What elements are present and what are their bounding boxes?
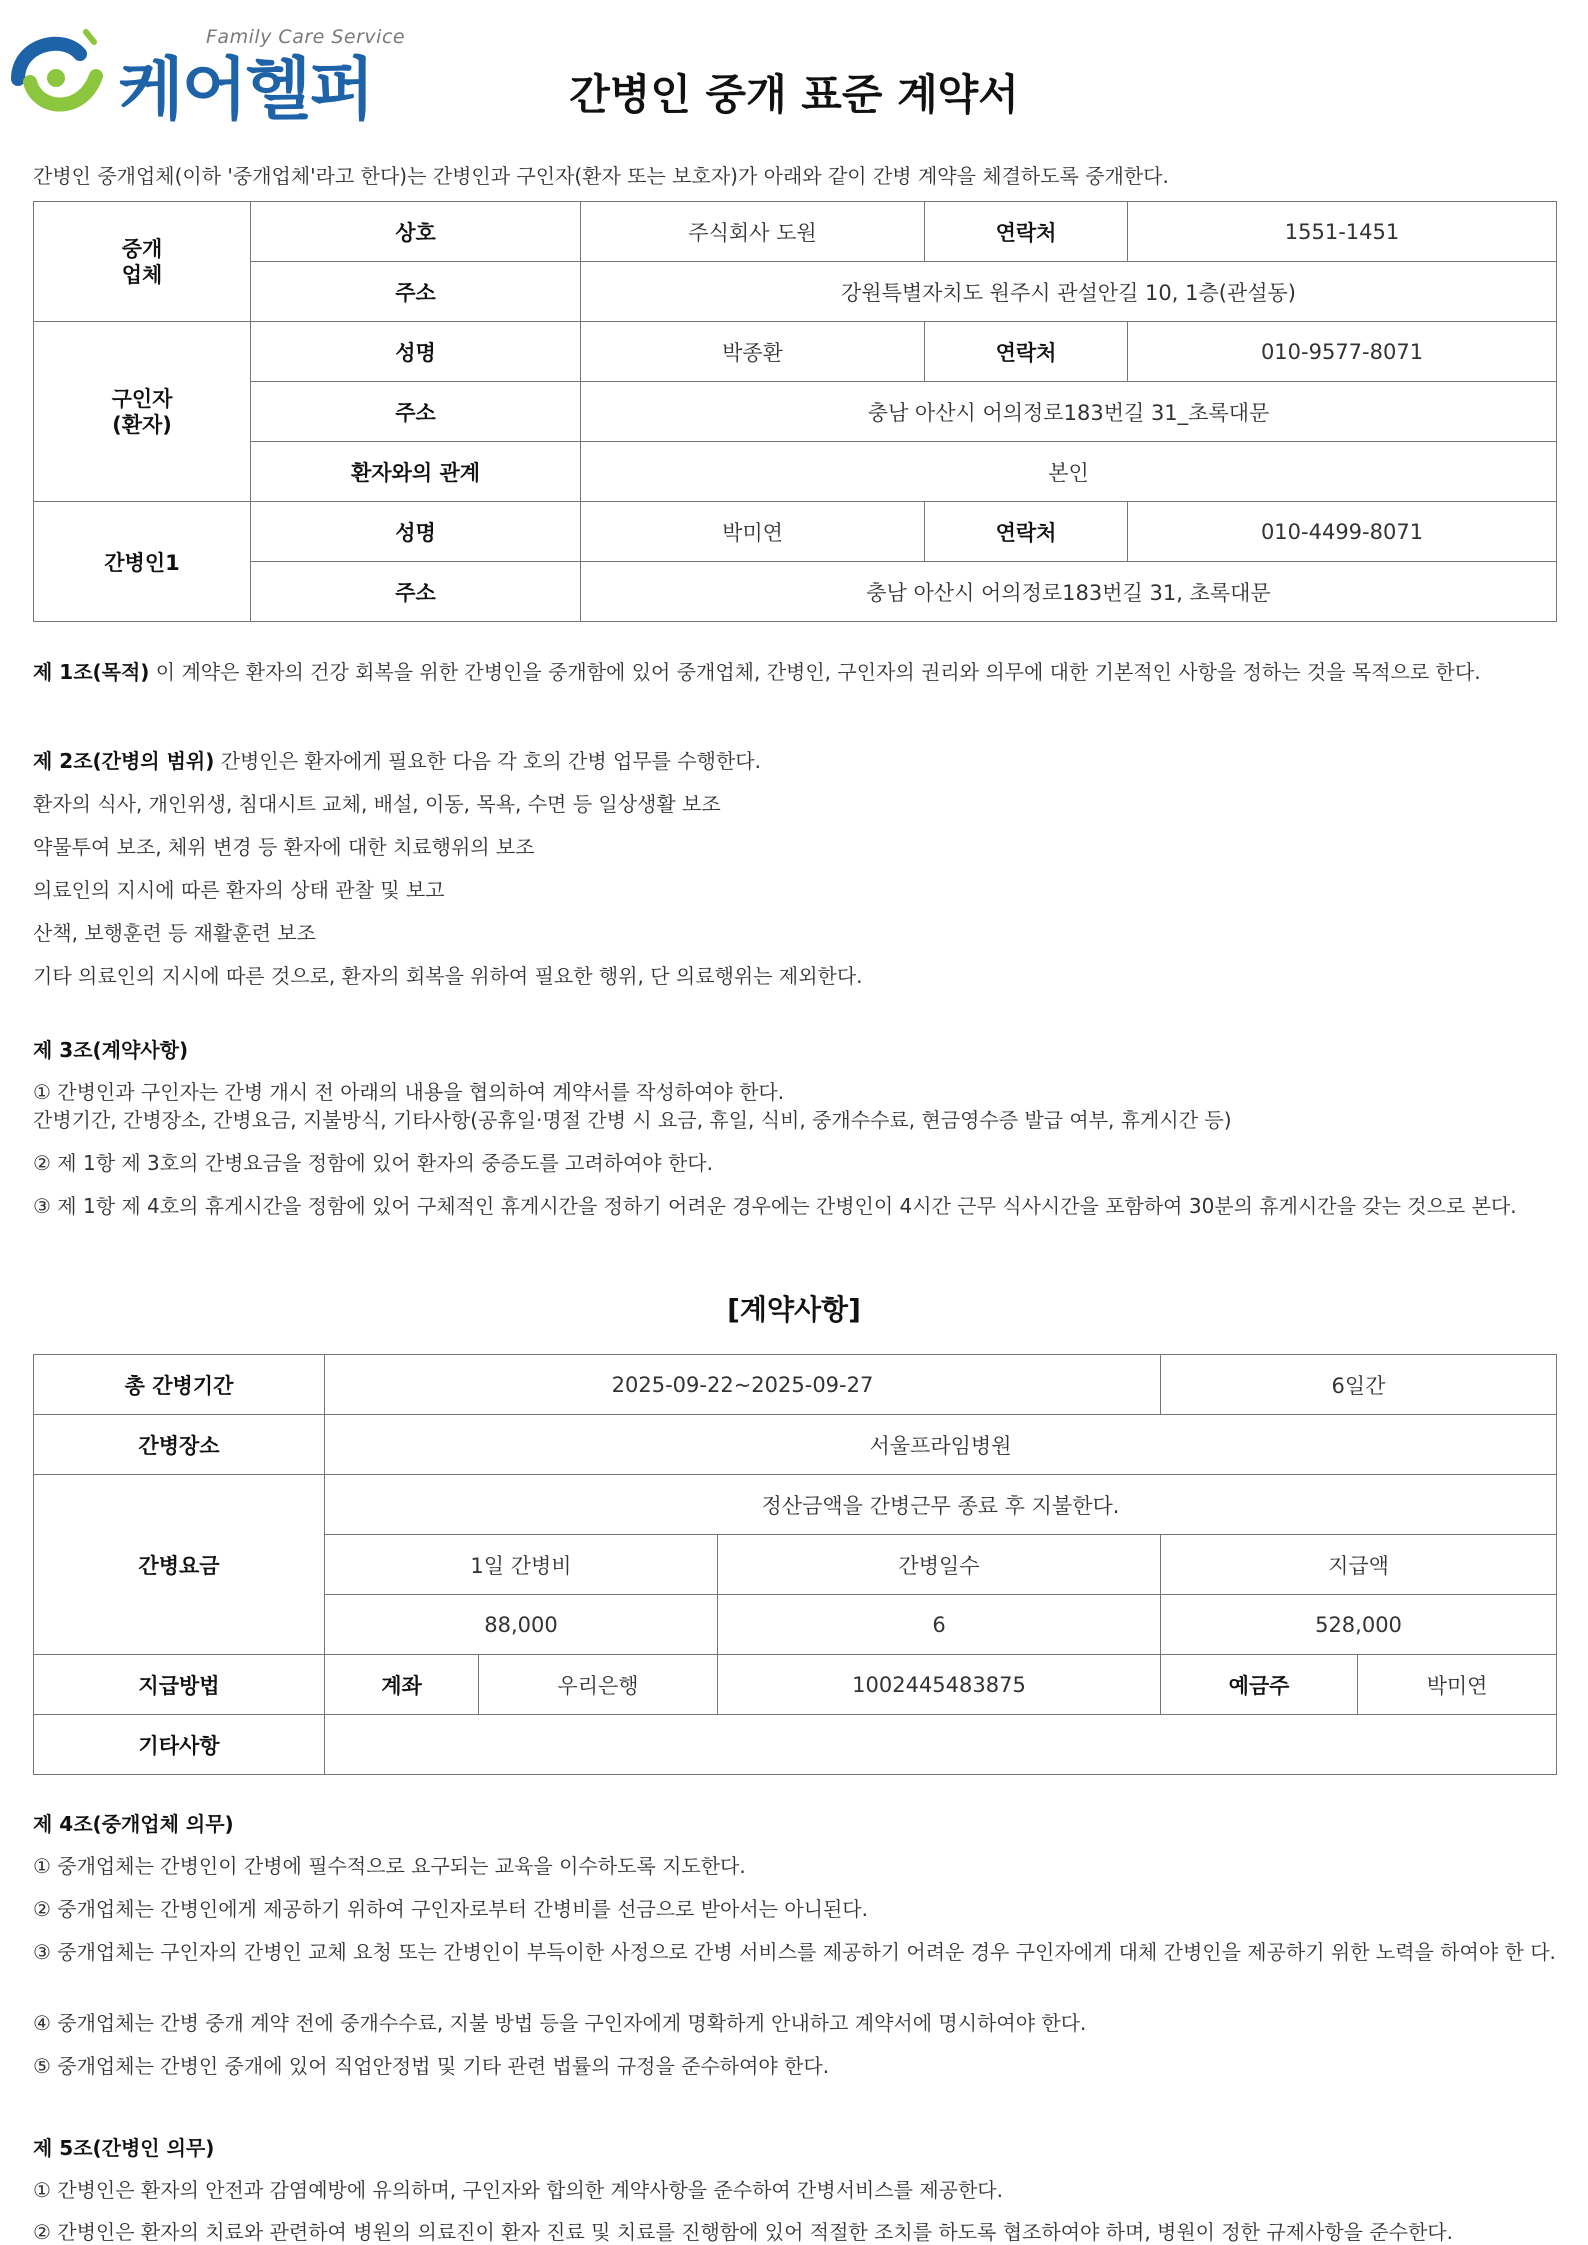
- article-1-text: 이 계약은 환자의 건강 회복을 위한 간병인을 중개함에 있어 중개업체, 간병인, 구인자의 권리와 의무에 대한 기본적인 사항을 정하는 것을 목적으로 한다.: [149, 660, 1481, 684]
- article-2-title: 제 2조(간병의 범위): [33, 749, 215, 773]
- holder-label: 예금주: [1161, 1655, 1358, 1715]
- care-place: 서울프라임병원: [325, 1415, 1557, 1475]
- parties-table: [33, 201, 1557, 622]
- article-4-item: ③ 중개업체는 구인자의 간병인 교체 요청 또는 간병인이 부득이한 사정으로 간병 서비스를 제공하기 어려운 경우 구인자에게 대체 간병인을 제공하기 위한 노력을 하여야 한 다.: [33, 1940, 1556, 1964]
- article-3-title: 제 3조(계약사항): [33, 1038, 189, 1062]
- caregiver-phone: 010-4499-8071: [1128, 502, 1557, 562]
- article-3-p1: ① 간병인과 구인자는 간병 개시 전 아래의 내용을 협의하여 계약서를 작성하여야 한다.: [33, 1080, 785, 1104]
- article-2: [33, 740, 1563, 998]
- client-phone: 010-9577-8071: [1128, 322, 1557, 382]
- fee-note: 정산금액을 간병근무 종료 후 지불한다.: [325, 1475, 1557, 1535]
- client-phone-label: 연락처: [925, 322, 1128, 382]
- total-amount: 528,000: [1161, 1595, 1557, 1655]
- article-4: [33, 1810, 1563, 1838]
- article-5: [33, 2134, 1563, 2162]
- caregiver-phone-label: 연락처: [925, 502, 1128, 562]
- logo-tagline: Family Care Service: [206, 26, 406, 48]
- client-name: 박종환: [581, 322, 925, 382]
- payment-label: 지급방법: [34, 1655, 325, 1715]
- client-group-label: 구인자 (환자): [34, 322, 251, 502]
- day-count-label: 간병일수: [718, 1535, 1161, 1595]
- client-relation: 본인: [581, 442, 1557, 502]
- article-2-item: 환자의 식사, 개인위생, 침대시트 교체, 배설, 이동, 목욕, 수면 등 일상생활 보조: [33, 792, 721, 816]
- caregiver-address: 충남 아산시 어의정로183번길 31, 초록대문: [581, 562, 1557, 622]
- client-relation-label: 환자와의 관계: [251, 442, 581, 502]
- bank-name: 우리은행: [479, 1655, 718, 1715]
- document-header: [0, 0, 1588, 150]
- article-2-text: 간병인은 환자에게 필요한 다음 각 호의 간병 업무를 수행한다.: [214, 749, 761, 773]
- article-3: [33, 1036, 1563, 1064]
- agency-name-label: 상호: [251, 202, 581, 262]
- article-5-title: 제 5조(간병인 의무): [33, 2136, 215, 2160]
- contract-section-title: [계약사항]: [727, 1293, 861, 1326]
- caregiver-address-label: 주소: [251, 562, 581, 622]
- client-name-label: 성명: [251, 322, 581, 382]
- logo-name: 케어헬퍼: [118, 51, 373, 130]
- article-2-item: 산책, 보행훈련 등 재활훈련 보조: [33, 921, 316, 945]
- agency-phone: 1551-1451: [1128, 202, 1557, 262]
- article-1-title: 제 1조(목적): [33, 660, 150, 684]
- agency-address: 강원특별자치도 원주시 관설안길 10, 1층(관설동): [581, 262, 1557, 322]
- account-holder: 박미연: [1358, 1655, 1557, 1715]
- client-address: 충남 아산시 어의정로183번길 31_초록대문: [581, 382, 1557, 442]
- article-3-p3: ③ 제 1항 제 4호의 휴게시간을 정함에 있어 구체적인 휴게시간을 정하기 어려운 경우에는 간병인이 4시간 근무 식사시간을 포함하여 30분의 휴게시간을 갖는 것으로 본다.: [33, 1194, 1517, 1218]
- article-1: [33, 658, 1563, 686]
- agency-address-label: 주소: [251, 262, 581, 322]
- article-5-item: ② 간병인은 환자의 치료와 관련하여 병원의 의료진이 환자 진료 및 치료를 진행함에 있어 적절한 조치를 하도록 협조하여야 하며, 병원이 정한 규제사항을 준수한다.: [33, 2220, 1453, 2244]
- period-label: 총 간병기간: [34, 1355, 325, 1415]
- etc-label: 기타사항: [34, 1715, 325, 1775]
- document-title: 간병인 중개 표준 계약서: [569, 70, 1019, 119]
- account-label: 계좌: [325, 1655, 479, 1715]
- place-label: 간병장소: [34, 1415, 325, 1475]
- article-4-item: ① 중개업체는 간병인이 간병에 필수적으로 요구되는 교육을 이수하도록 지도한다.: [33, 1854, 746, 1878]
- article-4-item: ④ 중개업체는 간병 중개 계약 전에 중개수수료, 지불 방법 등을 구인자에게 명확하게 안내하고 계약서에 명시하여야 한다.: [33, 2011, 1087, 2035]
- agency-group-label: 중개 업체: [34, 202, 251, 322]
- article-2-item: 약물투여 보조, 체위 변경 등 환자에 대한 치료행위의 보조: [33, 835, 535, 859]
- intro-text: 간병인 중개업체(이하 '중개업체'라고 한다)는 간병인과 구인자(환자 또는 보호자)가 아래와 같이 간병 계약을 체결하도록 중개한다.: [33, 164, 1169, 188]
- caregiver-name: 박미연: [581, 502, 925, 562]
- care-period: 2025-09-22~2025-09-27: [325, 1355, 1161, 1415]
- article-2-item: 의료인의 지시에 따른 환자의 상태 관찰 및 보고: [33, 878, 445, 902]
- article-4-item: ⑤ 중개업체는 간병인 중개에 있어 직업안정법 및 기타 관련 법률의 규정을 준수하여야 한다.: [33, 2054, 830, 2078]
- client-address-label: 주소: [251, 382, 581, 442]
- caregiver-name-label: 성명: [251, 502, 581, 562]
- agency-name: 주식회사 도원: [581, 202, 925, 262]
- amount-label: 지급액: [1161, 1535, 1557, 1595]
- daily-fee-label: 1일 간병비: [325, 1535, 718, 1595]
- account-number: 1002445483875: [718, 1655, 1161, 1715]
- caregiver-group-label: 간병인1: [34, 502, 251, 622]
- article-3-p1b: 간병기간, 간병장소, 간병요금, 지불방식, 기타사항(공휴일·명절 간병 시 요금, 휴일, 식비, 중개수수료, 현금영수증 발급 여부, 휴게시간 등): [33, 1108, 1232, 1132]
- agency-phone-label: 연락처: [925, 202, 1128, 262]
- day-count: 6: [718, 1595, 1161, 1655]
- article-2-item: 기타 의료인의 지시에 따른 것으로, 환자의 회복을 위하여 필요한 행위, 단 의료행위는 제외한다.: [33, 964, 863, 988]
- article-3-p2: ② 제 1항 제 3호의 간병요금을 정함에 있어 환자의 중증도를 고려하여야 한다.: [33, 1151, 713, 1175]
- contract-table: [33, 1354, 1557, 1775]
- article-4-item: ② 중개업체는 간병인에게 제공하기 위하여 구인자로부터 간병비를 선금으로 받아서는 아니된다.: [33, 1897, 868, 1921]
- etc-value: [325, 1715, 1557, 1775]
- care-days: 6일간: [1161, 1355, 1557, 1415]
- article-4-title: 제 4조(중개업체 의무): [33, 1812, 234, 1836]
- article-5-item: ① 간병인은 환자의 안전과 감염예방에 유의하며, 구인자와 합의한 계약사항을 준수하여 간병서비스를 제공한다.: [33, 2178, 1003, 2202]
- fee-label: 간병요금: [34, 1475, 325, 1655]
- daily-fee: 88,000: [325, 1595, 718, 1655]
